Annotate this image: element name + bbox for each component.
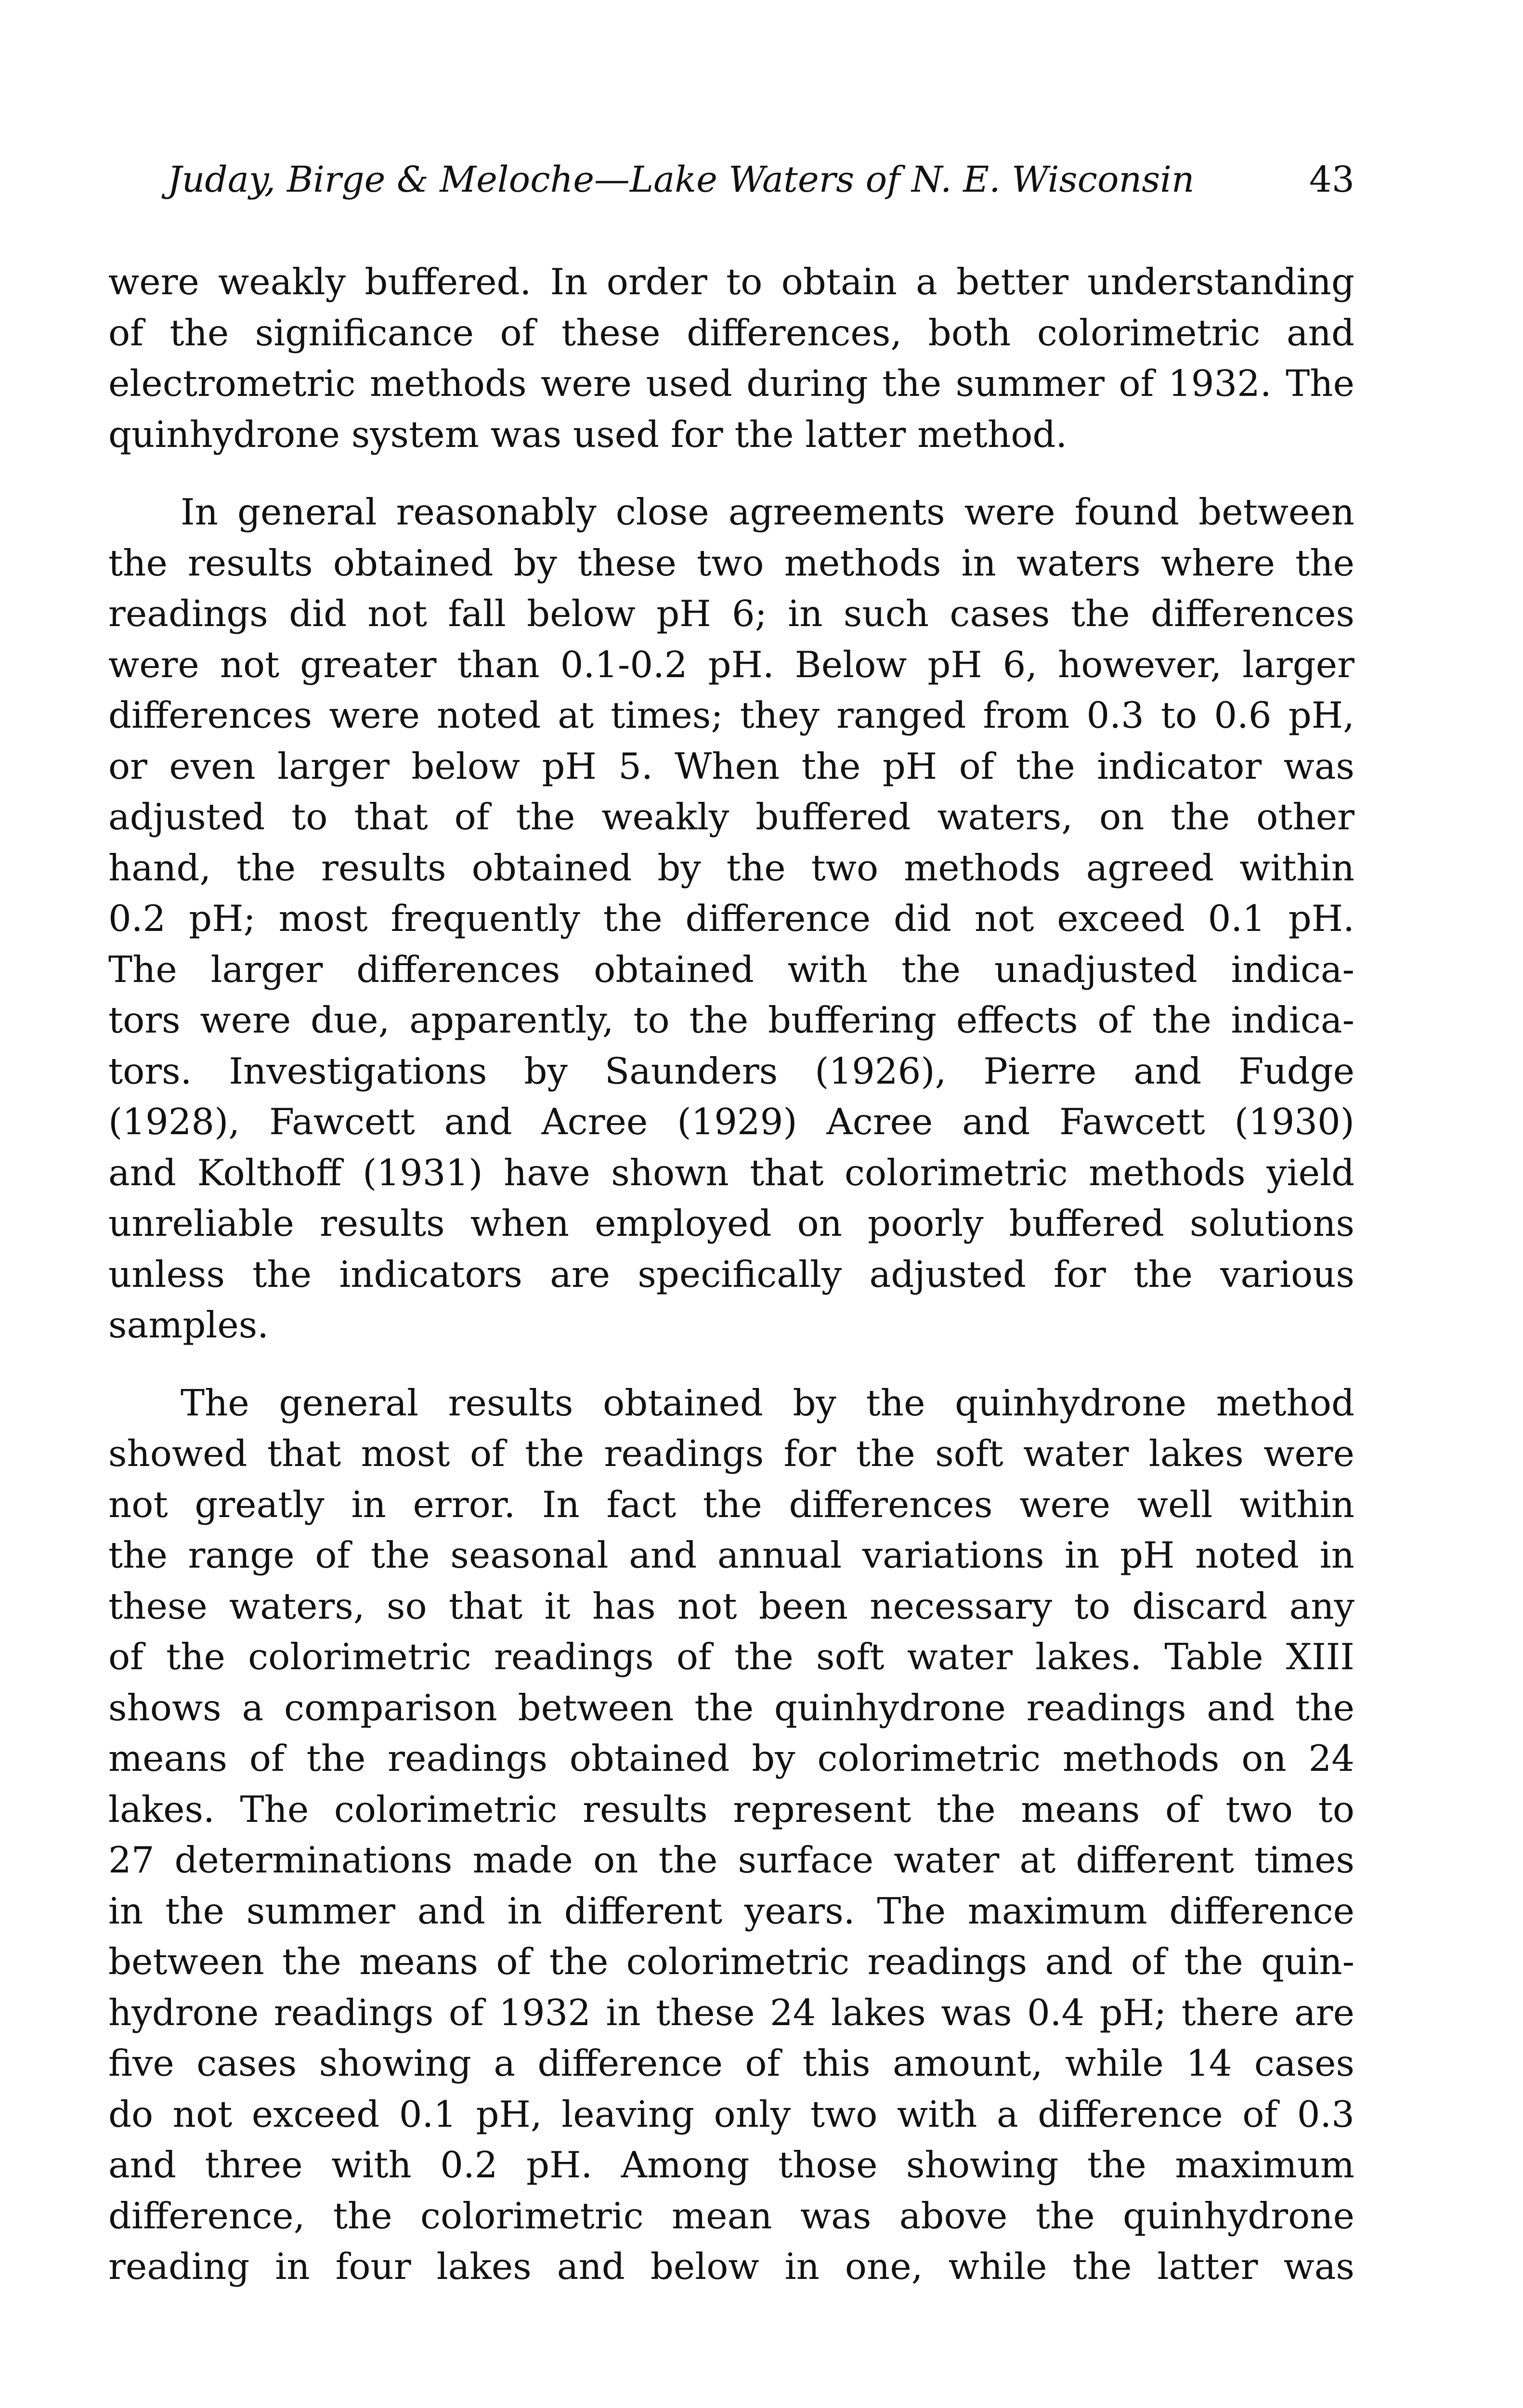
text-line: these waters, so that it has not been necessary to discard any [108,1584,1354,1627]
text-line: quinhydrone system was used for the latter method. [108,413,1067,456]
paragraph-3 [108,1378,1354,2292]
text-line: in the summer and in different years. The maximum difference [108,1889,1354,1932]
text-line: and Kolthoff (1931) have shown that colorimetric methods yield [108,1151,1354,1194]
text-line: five cases showing a difference of this amount, while 14 cases [108,2042,1354,2084]
text-line: the results obtained by these two methods in waters where the [108,541,1354,584]
text-line: or even larger below pH 5. When the pH of the indicator was [108,745,1354,787]
text-line: The larger differences obtained with the unadjusted indica- [108,948,1354,991]
text-line: In general reasonably close agreements were found between [181,491,1354,533]
text-line: showed that most of the readings for the soft water lakes were [108,1432,1354,1475]
paragraph-gap [108,1351,1354,1378]
text-line: reading in four lakes and below in one, while the latter was [108,2245,1354,2288]
text-line: 0.2 pH; most frequently the difference did not exceed 0.1 pH. [108,897,1354,940]
text-line: of the significance of these differences, both colorimetric and [108,311,1354,354]
text-line: were not greater than 0.1-0.2 pH. Below pH 6, however, larger [108,643,1354,686]
text-line: of the colorimetric readings of the soft water lakes. Table XIII [108,1636,1354,1678]
text-line: readings did not fall below pH 6; in such cases the differences [108,592,1354,635]
running-title: Juday, Birge & Meloche—Lake Waters of N. E. Wisconsin [168,159,1195,200]
text-line: hand, the results obtained by the two methods agreed within [108,846,1354,889]
running-head [168,153,1354,206]
paragraph-2 [108,487,1354,1351]
text-line: hydrone readings of 1932 in these 24 lakes was 0.4 pH; there are [108,1991,1354,2034]
text-line: adjusted to that of the weakly buffered waters, on the other [108,796,1354,838]
text-line: do not exceed 0.1 pH, leaving only two with a difference of 0.3 [108,2093,1354,2135]
text-line: (1928), Fawcett and Acree (1929) Acree and Fawcett (1930) [108,1100,1354,1143]
page-number: 43 [1309,159,1354,200]
paragraph-gap [108,460,1354,487]
text-line: the range of the seasonal and annual variations in pH noted in [108,1534,1354,1576]
text-line: electrometric methods were used during the summer of 1932. The [108,362,1354,405]
text-line: difference, the colorimetric mean was above the quinhydrone [108,2194,1354,2237]
text-line: between the means of the colorimetric readings and of the quin- [108,1940,1354,1983]
text-line: The general results obtained by the quinhydrone method [181,1381,1354,1424]
text-line: and three with 0.2 pH. Among those showing the maximum [108,2144,1354,2186]
body-text [108,257,1354,2292]
text-line: were weakly buffered. In order to obtain a better understanding [108,261,1354,303]
text-line: unless the indicators are specifically adjusted for the various [108,1253,1354,1296]
text-line: 27 determinations made on the surface water at different times [108,1839,1354,1881]
text-line: lakes. The colorimetric results represent the means of two to [108,1788,1354,1831]
text-line: shows a comparison between the quinhydrone readings and the [108,1686,1354,1729]
text-line: unreliable results when employed on poorly buffered solutions [108,1202,1354,1244]
text-line: means of the readings obtained by colorimetric methods on 24 [108,1737,1354,1780]
text-line: differences were noted at times; they ranged from 0.3 to 0.6 pH, [108,694,1354,736]
text-line: tors were due, apparently, to the buffering effects of the indica- [108,999,1354,1041]
text-line: samples. [108,1304,269,1346]
paragraph-1 [108,257,1354,460]
text-line: not greatly in error. In fact the differences were well within [108,1483,1354,1526]
text-line: tors. Investigations by Saunders (1926), Pierre and Fudge [108,1049,1354,1092]
